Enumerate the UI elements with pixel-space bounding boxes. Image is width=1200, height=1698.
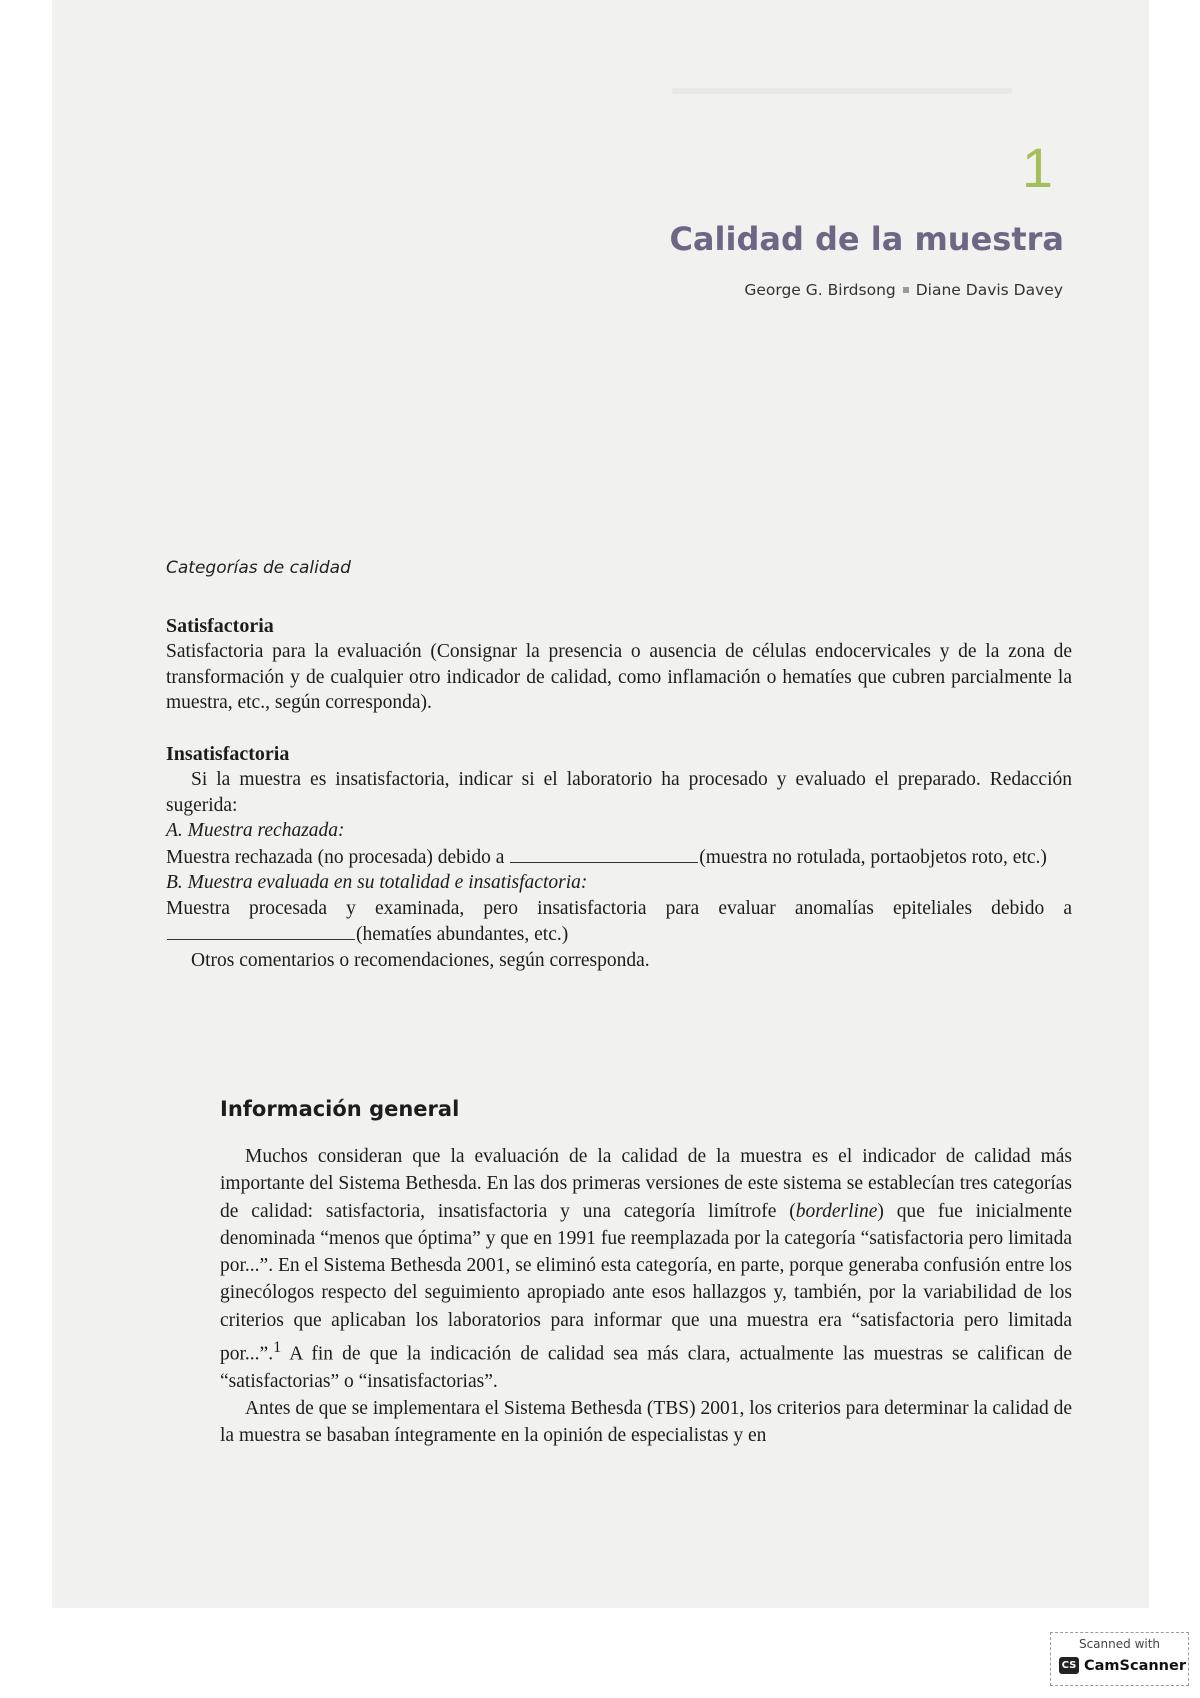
author-name: George G. Birdsong [744, 281, 896, 299]
body-paragraph: Antes de que se implementara el Sistema Bethesda (TBS) 2001, los criterios para determinar la calidad de la muestra se basaban íntegramente en la opinión de especialistas y en [220, 1398, 1072, 1447]
option-b-text-start: Muestra procesada y examinada, pero insatisfactoria para evaluar anomalías epiteliales debido a [166, 897, 1072, 919]
section-title: Información general [220, 1097, 460, 1121]
paragraph-text: A fin de que la indicación de calidad sea más clara, actualmente las muestras se califican de “satisfactorias” o “insatisfactorias”. [220, 1343, 1072, 1392]
body-paragraph [220, 1143, 1072, 1395]
chapter-title: Calidad de la muestra [669, 220, 1064, 258]
chapter-number: 1 [1021, 136, 1053, 199]
italic-term: borderline [795, 1200, 878, 1222]
option-b-text [166, 896, 1072, 948]
blank-line [167, 921, 355, 940]
box-heading: Categorías de calidad [166, 558, 351, 578]
insatisfactoria-intro: Si la muestra es insatisfactoria, indicar si el laboratorio ha procesado y evaluado el preparado. Redacción sugerida: [166, 769, 1072, 816]
option-b-text-end: (hematíes abundantes, etc.) [356, 924, 569, 945]
insatisfactoria-title: Insatisfactoria [166, 742, 290, 765]
satisfactoria-text: Satisfactoria para la evaluación (Consignar la presencia o ausencia de células endocervicales y de la zona de transformación y de cualquier otro indicador de calidad, como inflamación o hematíes que cubren parcialmente la muestra, etc., según corresponda). [166, 641, 1072, 713]
camscanner-logo-icon: CS [1059, 1657, 1079, 1674]
option-a-text-start: Muestra rechazada (no procesada) debido a [166, 846, 505, 868]
author-separator [903, 287, 909, 293]
author-name: Diane Davis Davey [915, 281, 1063, 299]
paragraph-text: ) que fue inicialmente denominada “menos que óptima” y que en 1991 fue reemplazada por la categoría “satisfactoria pero limitada por...”. En el Sistema Bethesda 2001, se eliminó esta categoría, en parte, porque generaba confusión entre los ginecólogos respecto del seguimiento apropiado ante esos hallazgos y, también, por la variabilidad de los criterios que aplicaban los laboratorios para informar que una muestra era “satisfactoria pero limitada por...”. [220, 1200, 1072, 1365]
quality-categories-box [166, 556, 1072, 973]
bleed-through-mark [672, 88, 1012, 94]
camscanner-watermark [1050, 1632, 1189, 1686]
blank-line [510, 844, 698, 863]
chapter-authors [744, 281, 1063, 299]
option-a-text-end: (muestra no rotulada, portaobjetos roto, etc.) [699, 846, 1047, 868]
option-a-text [166, 844, 1072, 871]
watermark-brand: CamScanner [1084, 1657, 1186, 1674]
reference-superscript: 1 [273, 1338, 282, 1357]
other-comments: Otros comentarios o recomendaciones, según corresponda. [191, 949, 650, 971]
satisfactoria-title: Satisfactoria [166, 614, 274, 637]
section-body [220, 1143, 1072, 1450]
paragraph-text: Muchos consideran que la evaluación de la calidad de la muestra es el indicador de calidad más importante del Sistema Bethesda. En las dos primeras versiones de este sistema se establecían tres categorías de calidad: satisfactoria, insatisfactoria y una categoría limítrofe ( [220, 1146, 1072, 1222]
watermark-caption: Scanned with [1078, 1637, 1161, 1651]
option-a-label: A. Muestra rechazada: [166, 820, 345, 841]
scanned-page [52, 0, 1149, 1608]
option-b-label: B. Muestra evaluada en su totalidad e insatisfactoria: [166, 872, 588, 893]
